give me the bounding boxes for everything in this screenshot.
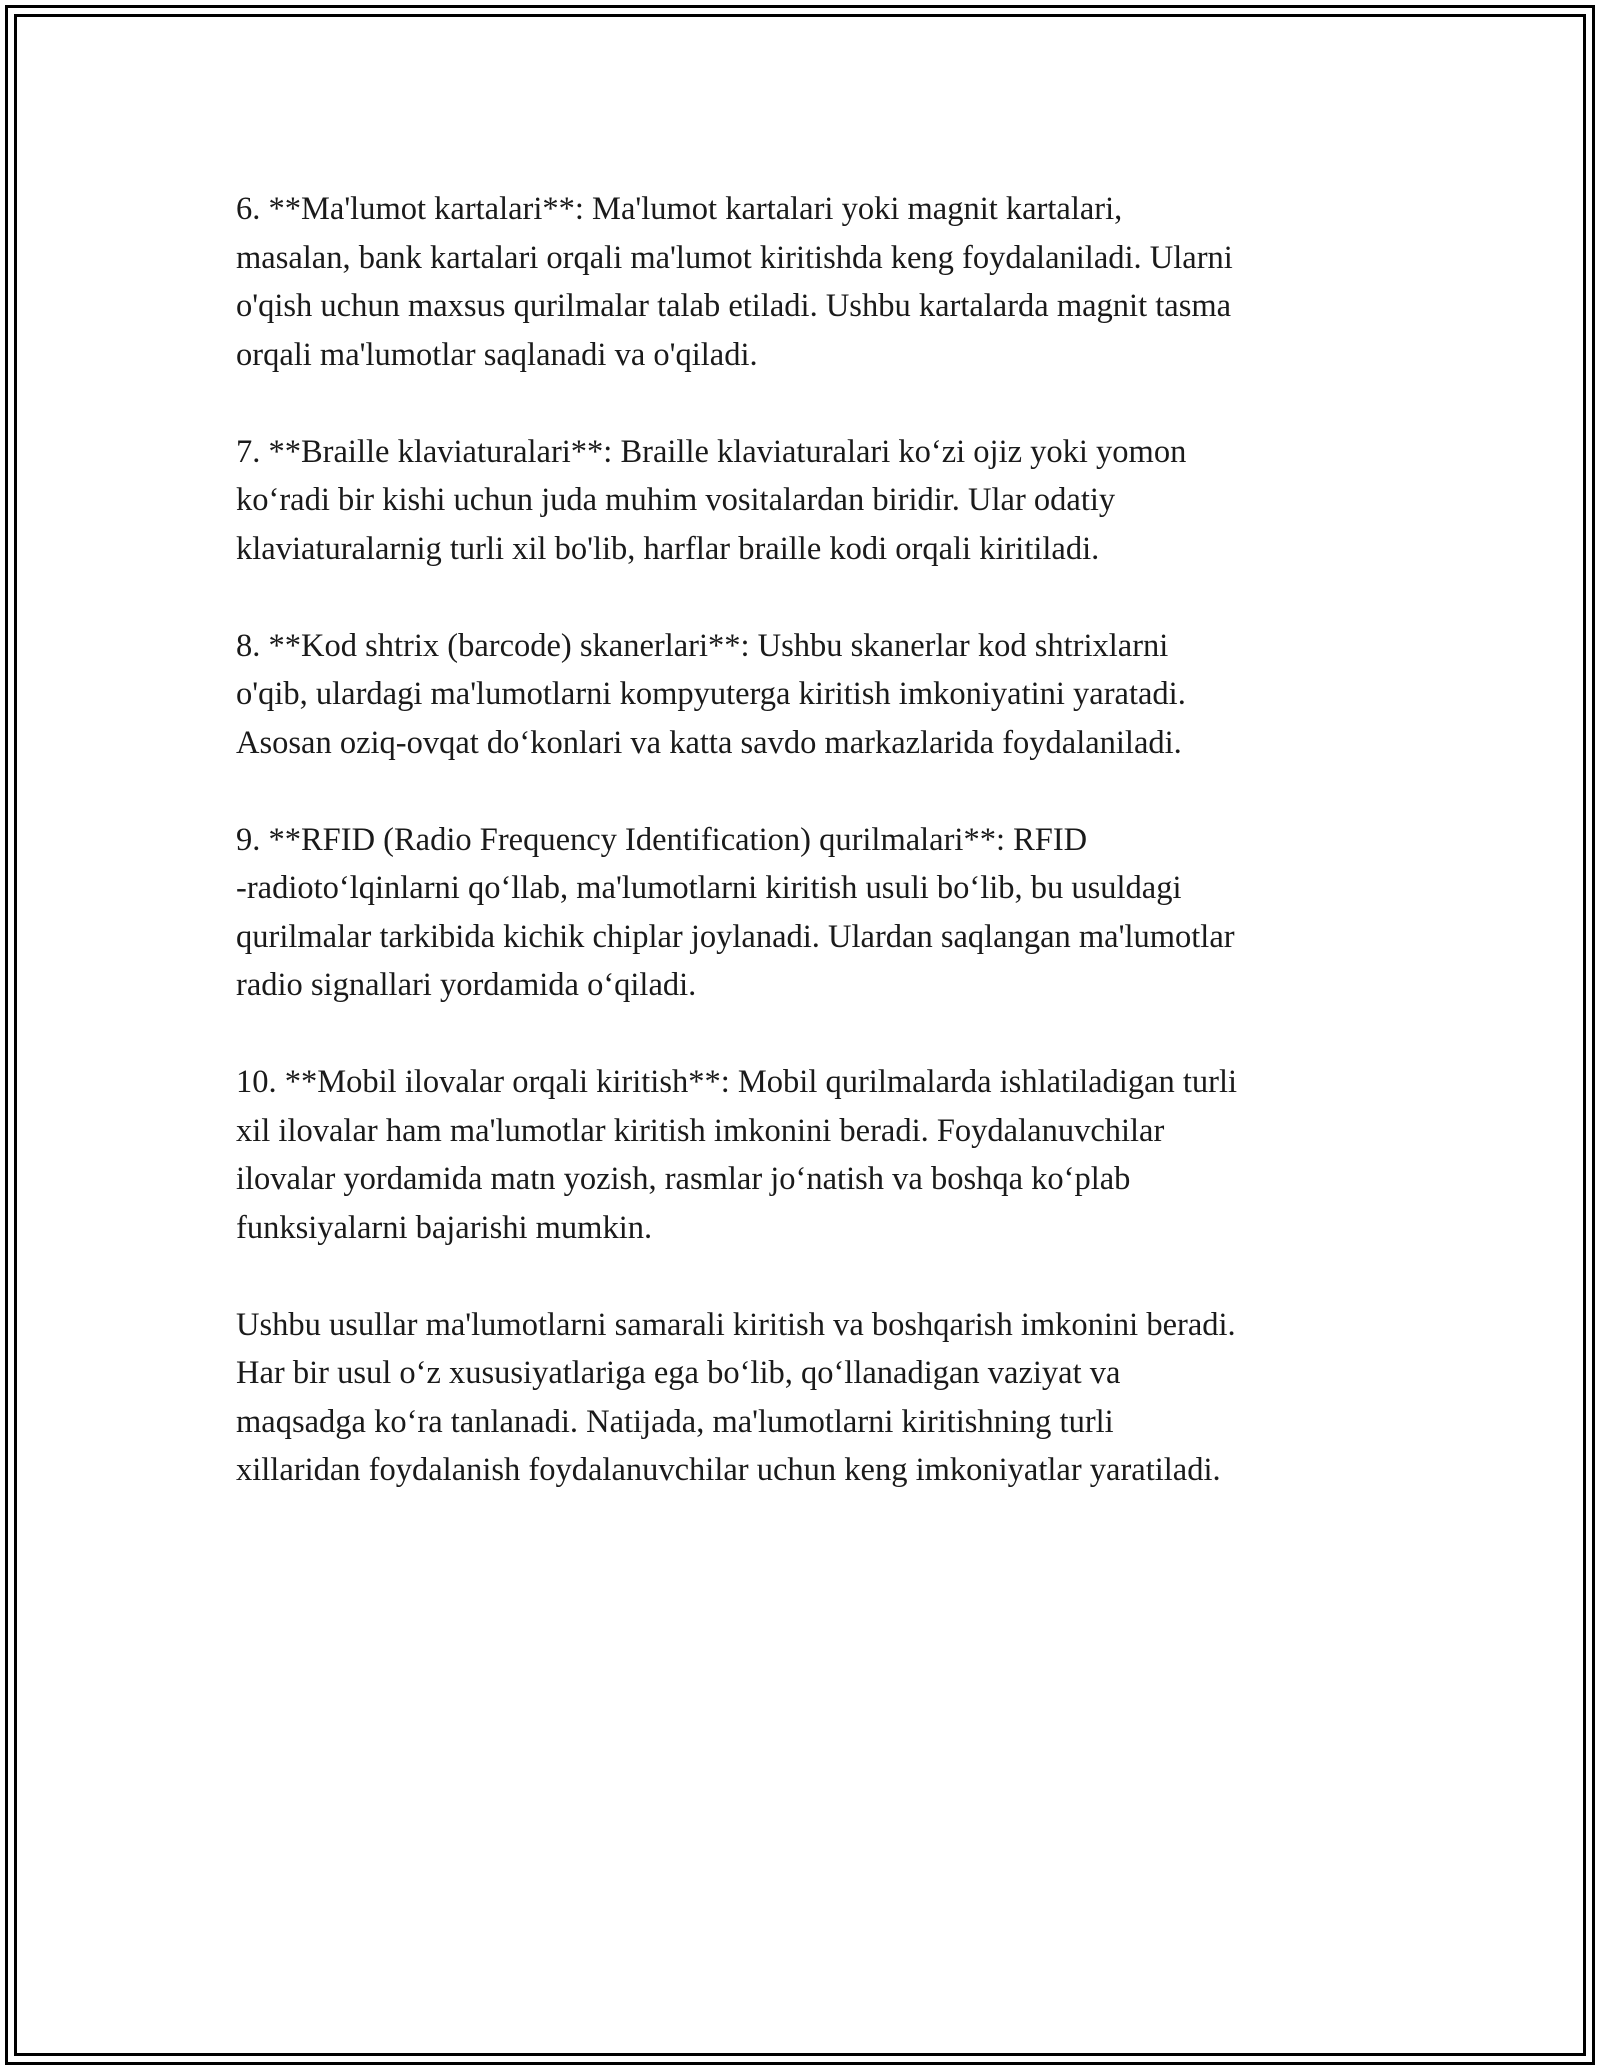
paragraph-braille-keyboards bbox=[236, 428, 1386, 574]
document-body bbox=[236, 185, 1386, 1543]
text-line: klaviaturalarnig turli xil bo'lib, harflar braille kodi orqali kiritiladi. bbox=[236, 530, 1100, 567]
text-line: 7. **Braille klaviaturalari**: Braille klaviaturalari ko‘zi ojiz yoki yomon bbox=[236, 433, 1187, 470]
text-line: 6. **Ma'lumot kartalari**: Ma'lumot kartalari yoki magnit kartalari, bbox=[236, 191, 1123, 227]
text-line: Asosan oziq-ovqat do‘konlari va katta savdo markazlarida foydalaniladi. bbox=[236, 724, 1182, 761]
text-line: o'qib, ulardagi ma'lumotlarni kompyuterga kiritish imkoniyatini yaratadi. bbox=[236, 676, 1186, 712]
text-line: radio signallari yordamida o‘qiladi. bbox=[236, 967, 697, 1003]
text-line: maqsadga ko‘ra tanlanadi. Natijada, ma'lumotlarni kiritishning turli bbox=[236, 1403, 1114, 1440]
paragraph-conclusion bbox=[236, 1301, 1386, 1495]
paragraph-barcode-scanners bbox=[236, 622, 1386, 768]
paragraph-rfid-devices bbox=[236, 816, 1386, 1010]
text-line: Ushbu usullar ma'lumotlarni samarali kiritish va boshqarish imkonini beradi. bbox=[236, 1306, 1236, 1343]
text-line: 10. **Mobil ilovalar orqali kiritish**: Mobil qurilmalarda ishlatiladigan turli bbox=[236, 1064, 1238, 1100]
text-line: ilovalar yordamida matn yozish, rasmlar jo‘natish va boshqa ko‘plab bbox=[236, 1161, 1131, 1197]
text-line: Har bir usul o‘z xususiyatlariga ega bo‘lib, qo‘llanadigan vaziyat va bbox=[236, 1355, 1121, 1391]
text-line: -radioto‘lqinlarni qo‘llab, ma'lumotlarni kiritish usuli bo‘lib, bu usuldagi bbox=[236, 870, 1182, 906]
text-line: orqali ma'lumotlar saqlanadi va o'qiladi. bbox=[236, 336, 758, 373]
text-line: ko‘radi bir kishi uchun juda muhim vositalardan biridir. Ular odatiy bbox=[236, 482, 1116, 518]
paragraph-magnetic-cards bbox=[236, 185, 1386, 379]
text-line: 9. **RFID (Radio Frequency Identification) qurilmalari**: RFID bbox=[236, 821, 1088, 858]
text-line: masalan, bank kartalari orqali ma'lumot kiritishda keng foydalaniladi. Ularni bbox=[236, 239, 1233, 276]
text-line: qurilmalar tarkibida kichik chiplar joylanadi. Ulardan saqlangan ma'lumotlar bbox=[236, 918, 1235, 955]
paragraph-mobile-apps bbox=[236, 1058, 1386, 1252]
text-line: 8. **Kod shtrix (barcode) skanerlari**: Ushbu skanerlar kod shtrixlarni bbox=[236, 627, 1169, 664]
text-line: xil ilovalar ham ma'lumotlar kiritish imkonini beradi. Foydalanuvchilar bbox=[236, 1112, 1165, 1149]
text-line: xillaridan foydalanish foydalanuvchilar uchun keng imkoniyatlar yaratiladi. bbox=[236, 1452, 1221, 1488]
text-line: o'qish uchun maxsus qurilmalar talab etiladi. Ushbu kartalarda magnit tasma bbox=[236, 288, 1232, 324]
text-line: funksiyalarni bajarishi mumkin. bbox=[236, 1209, 653, 1246]
